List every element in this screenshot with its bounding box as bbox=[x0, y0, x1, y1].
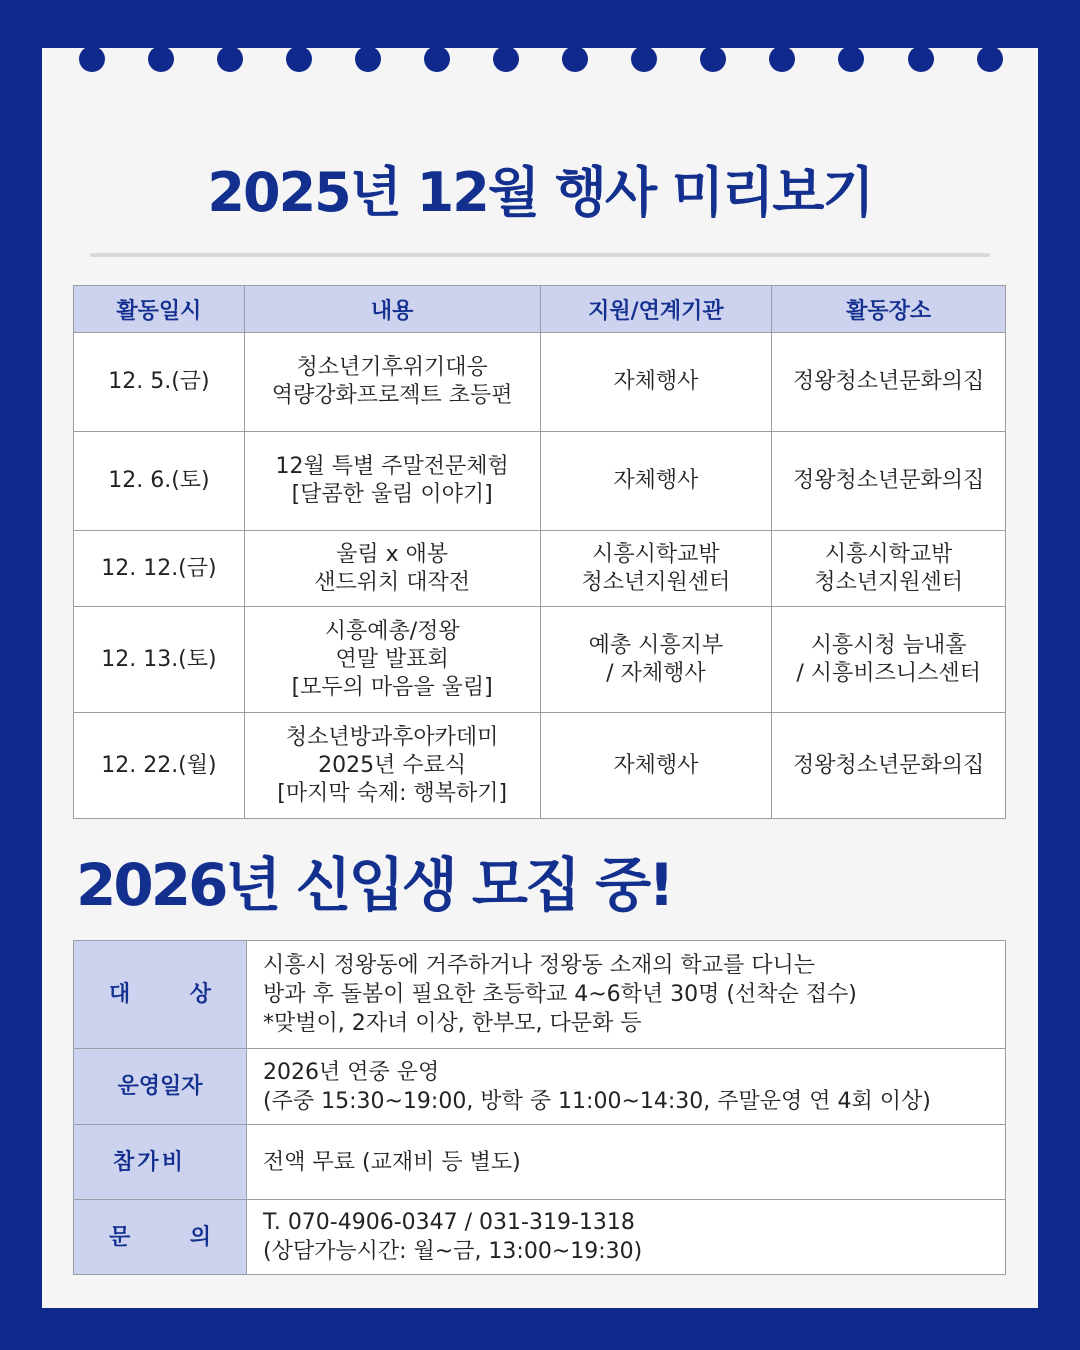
event-org-line: 청소년지원센터 bbox=[581, 569, 731, 595]
event-content bbox=[244, 607, 540, 713]
events-header-row bbox=[74, 286, 1006, 333]
binder-ring bbox=[424, 0, 450, 84]
recruit-label-char: 비 bbox=[161, 1149, 183, 1175]
event-place-line: 정왕청소년문화의집 bbox=[792, 752, 985, 778]
event-content bbox=[244, 432, 540, 531]
recruit-value-line: 전액 무료 (교재비 등 별도) bbox=[263, 1149, 521, 1175]
recruit-value-line: 방과 후 돌봄이 필요한 초등학교 4~6학년 30명 (선착순 접수) bbox=[263, 982, 857, 1007]
recruit-value-line: *맞벌이, 2자녀 이상, 한부모, 다문화 등 bbox=[263, 1011, 642, 1036]
binder-ring bbox=[493, 0, 519, 84]
recruit-label-text bbox=[75, 1148, 245, 1177]
event-content-line: 샌드위치 대작전 bbox=[314, 569, 471, 595]
event-org bbox=[540, 713, 772, 819]
event-org bbox=[540, 607, 772, 713]
recruit-value-line: (상담가능시간: 월~금, 13:00~19:30) bbox=[263, 1239, 643, 1264]
event-place-line: 정왕청소년문화의집 bbox=[792, 369, 985, 394]
binder-ring bbox=[217, 0, 243, 84]
page-title: 2025년 12월 행사 미리보기 bbox=[207, 161, 873, 224]
event-place bbox=[772, 333, 1006, 432]
event-content bbox=[244, 713, 540, 819]
event-content-line: 역량강화프로젝트 초등편 bbox=[271, 383, 513, 408]
event-row bbox=[74, 531, 1006, 607]
recruit-value-line: 2026년 연중 운영 bbox=[263, 1059, 440, 1085]
event-place-line: 정왕청소년문화의집 bbox=[792, 468, 985, 493]
recruit-value bbox=[247, 1200, 1006, 1275]
event-content-line: 울림 x 애봉 bbox=[336, 541, 449, 567]
recruit-label-text bbox=[75, 1223, 245, 1252]
event-content-line: 청소년방과후아카데미 bbox=[285, 724, 499, 750]
event-date: 12. 5.(금) bbox=[74, 333, 245, 432]
event-content bbox=[244, 531, 540, 607]
event-content-line: 청소년기후위기대응 bbox=[296, 355, 488, 380]
event-org-line: 자체행사 bbox=[613, 752, 699, 778]
binder-ring bbox=[562, 0, 588, 84]
recruit-label-char: 의 bbox=[189, 1224, 211, 1250]
event-date: 12. 22.(월) bbox=[74, 713, 245, 819]
event-org-line: 예총 시흥지부 bbox=[588, 632, 724, 658]
event-row bbox=[74, 607, 1006, 713]
event-content-line: 12월 특별 주말전문체험 bbox=[275, 454, 509, 479]
recruit-label-char: 가 bbox=[137, 1149, 159, 1175]
recruit-row bbox=[74, 1125, 1006, 1200]
recruit-table bbox=[73, 940, 1006, 1275]
recruit-label-text bbox=[75, 1072, 245, 1101]
recruit-label bbox=[74, 1049, 247, 1125]
recruit-value bbox=[247, 941, 1006, 1049]
event-row bbox=[74, 713, 1006, 819]
binder-ring bbox=[79, 0, 105, 84]
binder-ring bbox=[908, 0, 934, 84]
recruit-title: 2026년 신입생 모집 중! bbox=[76, 851, 672, 919]
header-date: 활동일시 bbox=[74, 286, 245, 333]
binder-ring bbox=[286, 0, 312, 84]
title-divider bbox=[90, 253, 990, 257]
recruit-label-char: 운영일자 bbox=[117, 1074, 203, 1099]
header-org: 지원/연계기관 bbox=[540, 286, 772, 333]
binder-ring bbox=[977, 0, 1003, 84]
binder-ring bbox=[700, 0, 726, 84]
event-place bbox=[772, 713, 1006, 819]
recruit-value bbox=[247, 1049, 1006, 1125]
event-date: 12. 13.(토) bbox=[74, 607, 245, 713]
binder-ring bbox=[631, 0, 657, 84]
binder-ring bbox=[148, 0, 174, 84]
event-place-line: 시흥시청 늠내홀 bbox=[810, 632, 967, 658]
event-content-line: [달콤한 울림 이야기] bbox=[291, 482, 493, 507]
event-content-line: 2025년 수료식 bbox=[318, 752, 467, 778]
event-org-line: 자체행사 bbox=[613, 369, 699, 394]
event-place bbox=[772, 432, 1006, 531]
binder-ring bbox=[355, 0, 381, 84]
event-place-line: / 시흥비즈니스센터 bbox=[796, 660, 981, 686]
recruit-row bbox=[74, 1200, 1006, 1275]
recruit-value bbox=[247, 1125, 1006, 1200]
event-org-line: 시흥시학교밖 bbox=[592, 541, 720, 567]
event-org bbox=[540, 333, 772, 432]
event-place-line: 시흥시학교밖 bbox=[824, 541, 953, 567]
recruit-label-char: 상 bbox=[189, 982, 211, 1007]
recruit-label-char: 대 bbox=[109, 982, 131, 1007]
recruit-value-line: T. 070-4906-0347 / 031-319-1318 bbox=[263, 1210, 635, 1235]
event-content-line: [모두의 마음을 울림] bbox=[291, 674, 493, 700]
event-org bbox=[540, 531, 772, 607]
header-content: 내용 bbox=[244, 286, 540, 333]
recruit-label bbox=[74, 941, 247, 1049]
event-date: 12. 12.(금) bbox=[74, 531, 245, 607]
event-org-line: / 자체행사 bbox=[606, 660, 706, 686]
event-content-line: 연말 발표회 bbox=[335, 646, 449, 672]
events-table bbox=[73, 285, 1006, 819]
event-row bbox=[74, 333, 1006, 432]
event-place-line: 청소년지원센터 bbox=[814, 569, 963, 595]
event-place bbox=[772, 607, 1006, 713]
header-place: 활동장소 bbox=[772, 286, 1006, 333]
recruit-label bbox=[74, 1125, 247, 1200]
recruit-label-char: 문 bbox=[109, 1224, 131, 1250]
recruit-row bbox=[74, 1049, 1006, 1125]
recruit-label-text bbox=[75, 980, 245, 1009]
recruit-label-char: 참 bbox=[113, 1149, 135, 1175]
event-org-line: 자체행사 bbox=[613, 468, 699, 493]
event-place bbox=[772, 531, 1006, 607]
event-row bbox=[74, 432, 1006, 531]
event-content-line: [마지막 숙제: 행복하기] bbox=[277, 780, 508, 806]
event-org bbox=[540, 432, 772, 531]
binder-ring bbox=[838, 0, 864, 84]
recruit-label bbox=[74, 1200, 247, 1275]
event-content bbox=[244, 333, 540, 432]
recruit-value-line: 시흥시 정왕동에 거주하거나 정왕동 소재의 학교를 다니는 bbox=[263, 953, 816, 978]
binder-ring bbox=[769, 0, 795, 84]
event-content-line: 시흥예총/정왕 bbox=[324, 618, 460, 644]
recruit-value-line: (주중 15:30~19:00, 방학 중 11:00~14:30, 주말운영 연 4회 이상) bbox=[263, 1088, 931, 1114]
recruit-row bbox=[74, 941, 1006, 1049]
event-date: 12. 6.(토) bbox=[74, 432, 245, 531]
